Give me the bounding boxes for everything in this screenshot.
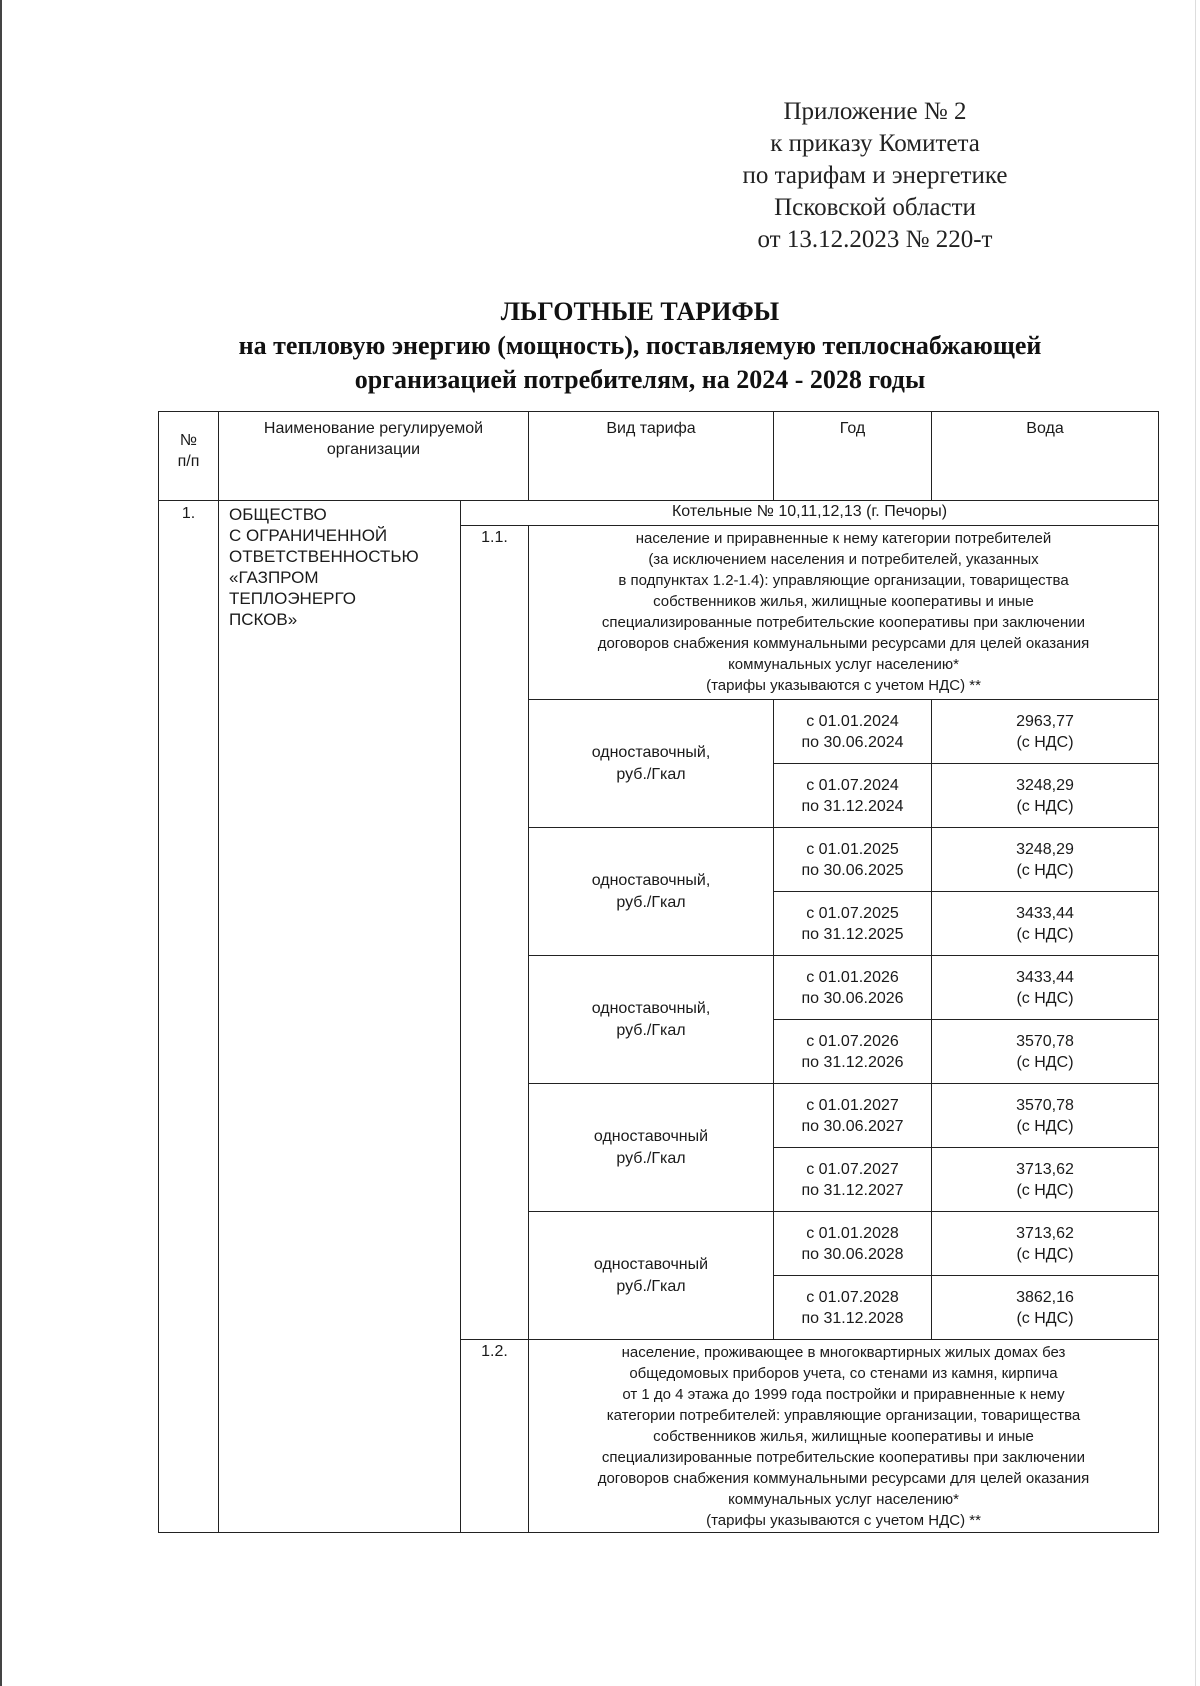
org-line: «ГАЗПРОМ [229,568,319,587]
boiler-house: Котельные № 10,11,12,13 (г. Печоры) [461,501,1159,526]
organization-name [219,501,461,1533]
tariff-type-line: одноставочный [593,1127,709,1145]
tariff-unit: руб./Гкал [616,1021,686,1039]
period-to: по 30.06.2025 [801,861,904,879]
period-to: по 31.12.2024 [801,797,904,815]
approval-line: от 13.12.2023 № 220-т [757,226,993,253]
tariff-value-cell [932,1148,1159,1212]
tariff-value-cell [932,1276,1159,1340]
tariff-type-cell [529,1212,774,1340]
tariff-table [158,411,1159,1533]
period-cell [774,892,932,956]
org-line: ОТВЕТСТВЕННОСТЬЮ [229,547,419,566]
period-from: с 01.07.2027 [806,1160,899,1178]
category-line: договоров снабжения коммунальными ресурсами для целей оказания [597,635,1090,652]
period-from: с 01.01.2024 [806,712,899,730]
org-line: ПСКОВ» [229,610,298,629]
tariff-value-cell [932,1020,1159,1084]
header-row [159,412,1159,501]
header-org-line: организации [326,441,421,458]
tariff-value: 3713,62 [1016,1224,1074,1242]
period-cell [774,1084,932,1148]
period-to: по 31.12.2028 [801,1309,904,1327]
title-line: организацией потребителям, на 2024 - 2028 годы [354,365,926,394]
tariff-value-cell [932,1084,1159,1148]
title-line: на тепловую энергию (мощность), поставляемую теплоснабжающей [238,331,1042,360]
tariff-type-line: одноставочный, [591,871,711,889]
category-line: коммунальных услуг населению* [728,1491,959,1508]
tariff-type-cell [529,956,774,1084]
period-to: по 30.06.2024 [801,733,904,751]
period-cell [774,764,932,828]
category-line: население, проживающее в многоквартирных жилых домах без [621,1344,1066,1361]
period-to: по 31.12.2027 [801,1181,904,1199]
period-to: по 31.12.2026 [801,1053,904,1071]
vat-note: (с НДС) [1016,1117,1074,1135]
category-line: собственников жилья, жилищные кооперативы и иные [653,593,1034,610]
tariff-value: 3862,16 [1016,1288,1074,1306]
tariff-value-cell [932,956,1159,1020]
tariff-value-cell [932,700,1159,764]
vat-note: (с НДС) [1016,1309,1074,1327]
vat-note: (с НДС) [1016,925,1074,943]
approval-line: по тарифам и энергетике [742,162,1008,189]
tariff-value: 2963,77 [1016,712,1074,730]
header-org-line: Наименование регулируемой [263,420,484,437]
vat-note: (с НДС) [1016,1245,1074,1263]
title-line: ЛЬГОТНЫЕ ТАРИФЫ [500,297,780,326]
period-from: с 01.01.2025 [806,840,899,858]
period-cell [774,828,932,892]
approval-line: Псковской области [774,194,976,221]
tariff-unit: руб./Гкал [616,1277,686,1295]
period-from: с 01.01.2028 [806,1224,899,1242]
header-no [159,412,219,501]
tariff-type-line: одноставочный [593,1255,709,1273]
tariff-unit: руб./Гкал [616,765,686,783]
boiler-row [159,501,1159,526]
tariff-value: 3248,29 [1016,776,1074,794]
period-cell [774,700,932,764]
tariff-type-cell [529,1084,774,1212]
tariff-type-cell [529,700,774,828]
tariff-unit: руб./Гкал [616,1149,686,1167]
vat-note: (с НДС) [1016,989,1074,1007]
tariff-value: 3248,29 [1016,840,1074,858]
tariff-unit: руб./Гкал [616,893,686,911]
category-line: население и приравненные к нему категории потребителей [635,530,1052,547]
tariff-value: 3433,44 [1016,968,1074,986]
category-line: специализированные потребительские кооперативы при заключении [601,1449,1086,1466]
period-cell [774,1148,932,1212]
tariff-value: 3570,78 [1016,1032,1074,1050]
row-number: 1. [159,501,219,1533]
category-line: (за исключением населения и потребителей, указанных [648,551,1039,568]
org-line: С ОГРАНИЧЕННОЙ [229,526,388,545]
category-line: общедомовых приборов учета, со стенами из камня, кирпича [629,1365,1058,1382]
period-cell [774,1276,932,1340]
category-line: собственников жилья, жилищные кооперативы и иные [653,1428,1034,1445]
period-to: по 30.06.2026 [801,989,904,1007]
tariff-value: 3433,44 [1016,904,1074,922]
tariff-value-cell [932,892,1159,956]
approval-line: Приложение № 2 [783,98,967,125]
tariff-value-cell [932,764,1159,828]
consumer-category [529,526,1159,700]
category-line: (тарифы указываются с учетом НДС) ** [706,677,981,694]
vat-note: (с НДС) [1016,861,1074,879]
period-from: с 01.07.2024 [806,776,899,794]
header-tariff-type: Вид тарифа [529,412,774,501]
approval-stamp [640,96,1110,256]
period-from: с 01.07.2026 [806,1032,899,1050]
tariff-value: 3713,62 [1016,1160,1074,1178]
vat-note: (с НДС) [1016,1053,1074,1071]
vat-note: (с НДС) [1016,1181,1074,1199]
vat-note: (с НДС) [1016,797,1074,815]
subsection-number: 1.2. [461,1340,529,1533]
approval-line: к приказу Комитета [770,130,980,157]
category-line: коммунальных услуг населению* [728,656,959,673]
header-water: Вода [932,412,1159,501]
period-from: с 01.01.2026 [806,968,899,986]
category-line: категории потребителей: управляющие организации, товарищества [606,1407,1081,1424]
category-line: от 1 до 4 этажа до 1999 года постройки и приравненные к нему [622,1386,1065,1403]
tariff-type-line: одноставочный, [591,999,711,1017]
page-edge-right [1195,0,1196,1686]
category-line: в подпунктах 1.2-1.4): управляющие организации, товарищества [618,572,1069,589]
category-line: специализированные потребительские кооперативы при заключении [601,614,1086,631]
period-cell [774,1212,932,1276]
period-cell [774,1020,932,1084]
category-line: (тарифы указываются с учетом НДС) ** [706,1512,981,1529]
header-no-line: № [179,432,198,449]
header-org [219,412,529,501]
tariff-value-cell [932,1212,1159,1276]
category-line: договоров снабжения коммунальными ресурсами для целей оказания [597,1470,1090,1487]
period-from: с 01.07.2025 [806,904,899,922]
tariff-type-line: одноставочный, [591,743,711,761]
org-line: ТЕПЛОЭНЕРГО [229,589,356,608]
period-to: по 30.06.2028 [801,1245,904,1263]
period-to: по 30.06.2027 [801,1117,904,1135]
period-from: с 01.07.2028 [806,1288,899,1306]
header-no-line: п/п [177,453,200,470]
consumer-category [529,1340,1159,1533]
page-edge [0,0,2,1686]
tariff-value-cell [932,828,1159,892]
period-to: по 31.12.2025 [801,925,904,943]
period-cell [774,956,932,1020]
org-line: ОБЩЕСТВО [229,505,327,524]
tariff-type-cell [529,828,774,956]
subsection-number: 1.1. [461,526,529,1340]
tariff-value: 3570,78 [1016,1096,1074,1114]
header-year: Год [774,412,932,501]
vat-note: (с НДС) [1016,733,1074,751]
document-title [140,295,1140,397]
period-from: с 01.01.2027 [806,1096,899,1114]
